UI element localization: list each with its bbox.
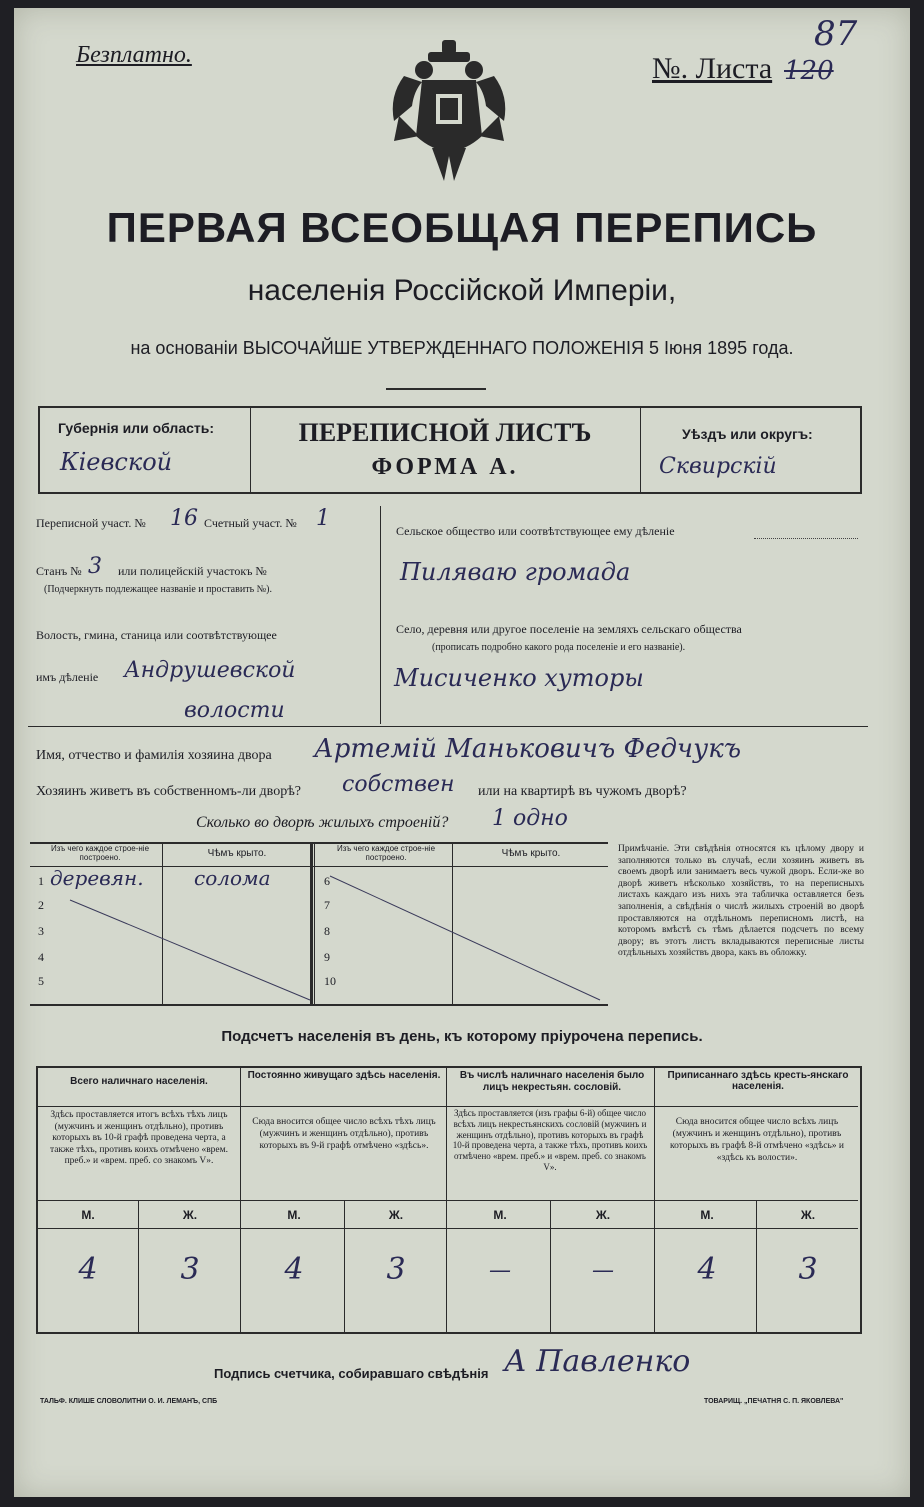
- count-value: 4: [697, 1252, 717, 1287]
- blank-strike-lines: [30, 866, 608, 1004]
- count-desc-registered: Сюда вносится общее число всѣхъ лицъ (мужчинъ и женщинъ отдѣльно), противъ которыхъ въ графѣ 8-й отмѣчено «здѣсь» и «здѣсь къ волости».: [669, 1117, 845, 1163]
- count-value: —: [489, 1258, 511, 1283]
- main-title: ПЕРВАЯ ВСЕОБЩАЯ ПЕРЕПИСЬ: [106, 204, 818, 251]
- count-value: 4: [78, 1252, 98, 1287]
- schet-label: Счетный участ. №: [204, 516, 297, 530]
- stan-note: (Подчеркнуть подлежащее названіе и проставить №).: [44, 584, 272, 595]
- count-value: 4: [284, 1252, 304, 1287]
- row-number: 3: [38, 924, 44, 938]
- count-title: Подсчетъ населенія въ день, къ которому пріурочена перепись.: [221, 1028, 703, 1045]
- schet-value: 1: [316, 506, 330, 531]
- count-desc-permanent: Сюда вносится общее число всѣхъ тѣхъ лицъ (мужчинъ и женщинъ отдѣльно), противъ которыхъ въ 9-й графѣ отмѣчено «здѣсь».: [252, 1117, 436, 1151]
- row-number: 10: [324, 974, 336, 988]
- owner-name-label: Имя, отчество и фамилія хозяина двора: [36, 748, 272, 763]
- owner-name-value: Артемій Маньковичъ Федчукъ: [314, 734, 742, 764]
- row-number: 9: [324, 950, 330, 964]
- double-headed-eagle-icon: [384, 36, 514, 186]
- sub-title: населенія Россійской Имперіи,: [247, 274, 677, 307]
- male-label: М.: [81, 1208, 95, 1222]
- society-label: Сельское общество или соотвѣтствующее ему дѣленіе: [396, 524, 675, 538]
- row-number: 6: [324, 874, 330, 888]
- village-note: (прописать подробно какого рода поселеніе и его названіе).: [432, 642, 686, 653]
- owner-lives-label: Хозяинъ живетъ въ собственномъ-ли дворѣ?: [36, 784, 302, 799]
- census-sheet: [14, 8, 910, 1497]
- row-number: 4: [38, 950, 44, 964]
- volost-label-2: имъ дѣленіе: [36, 670, 99, 684]
- volost-label: Волость, гмина, станица или соотвѣтствующее: [36, 628, 277, 642]
- volost-value-2: волости: [184, 698, 285, 723]
- sheet-number-label: №. Листа: [652, 52, 773, 85]
- female-label: Ж.: [595, 1208, 611, 1222]
- basis-line: на основаніи ВЫСОЧАЙШЕ УТВЕРЖДЕННАГО ПОЛОЖЕНІЯ 5 Іюня 1895 года.: [130, 338, 794, 358]
- row-number: 1: [38, 874, 44, 888]
- ornament-divider: [386, 388, 486, 390]
- uezd-label: Уѣздъ или округъ:: [682, 426, 813, 442]
- female-label: Ж.: [388, 1208, 404, 1222]
- count-value: 3: [798, 1252, 818, 1287]
- buildings-value: 1 одно: [492, 806, 568, 831]
- perepis-label: Переписной участ. №: [36, 516, 146, 530]
- signature-value: А Павленко: [504, 1344, 691, 1379]
- buildings-label: Сколько во дворѣ жилыхъ строеній?: [196, 814, 449, 831]
- count-desc-nonpeasant: Здѣсь проставляется (изъ графы 6-й) общее число всѣхъ лицъ некрестьянскихъ сословій (мужчинъ и женщинъ отдѣльно), противъ которыхъ въ графѣ 10-й проведена черта, а также тѣхъ, противъ коихъ отмѣчено «врем. преб.» и «врем. преб. со знакомъ V».: [452, 1108, 648, 1172]
- male-label: М.: [287, 1208, 301, 1222]
- free-label: Безплатно.: [76, 42, 192, 68]
- signature-label: Подпись счетчика, собиравшаго свѣдѣнія: [214, 1366, 489, 1381]
- female-label: Ж.: [182, 1208, 198, 1222]
- volost-value: Андрушевской: [124, 658, 296, 683]
- male-label: М.: [700, 1208, 714, 1222]
- perepis-value: 16: [170, 506, 198, 531]
- building-material-value: деревян.: [50, 866, 144, 890]
- gubernia-label: Губернія или область:: [58, 420, 215, 436]
- col-material-header-2: Изъ чего каждое строе-ніе построено.: [336, 844, 436, 862]
- row-number: 2: [38, 898, 44, 912]
- row-number: 5: [38, 974, 44, 988]
- count-desc-total: Здѣсь проставляется итогъ всѣхъ тѣхъ лицъ (мужчинъ и женщинъ отдѣльно), противъ которыхъ въ 10-й графѣ проведена черта, а также тѣхъ, противъ коихъ отмѣчено «врем. преб.» и «врем. преб. со знакомъ V».: [49, 1110, 229, 1166]
- village-label: Село, деревня или другое поселеніе на земляхъ сельскаго общества: [396, 622, 742, 636]
- count-value: —: [592, 1258, 614, 1283]
- count-header-permanent: Постоянно живущаго здѣсь населенія.: [247, 1070, 441, 1081]
- row-number: 8: [324, 924, 330, 938]
- col-material-header: Изъ чего каждое строе-ніе построено.: [50, 844, 150, 862]
- footer-left: ТАЛЬФ. КЛИШЕ СЛОВОЛИТНИ О. И. ЛЕМАНЪ, СПБ: [40, 1398, 218, 1405]
- uezd-value: Сквирскій: [659, 454, 777, 479]
- form-title: ПЕРЕПИСНОЙ ЛИСТЪ: [298, 418, 592, 447]
- sheet-number-value: 87: [814, 14, 858, 54]
- col-roof-header-2: Чѣмъ крыто.: [501, 848, 561, 859]
- female-label: Ж.: [800, 1208, 816, 1222]
- buildings-note: Примѣчаніе. Эти свѣдѣнія относятся къ цѣлому двору и заполняются только въ случаѣ, если хозяинъ живетъ въ своемъ дворѣ или занимаетъ весь чужой дворъ. Если-же во дворѣ живетъ нѣсколько хозяйствъ, то на переписныхъ листахъ каждаго изъ нихъ эта табличка оставляется безъ заполненія, а свѣдѣнія о числѣ жилыхъ строеній во дворѣ проставляются на отдѣльномъ переписномъ листѣ, на которомъ вмѣстѣ съ тѣмъ дѣлается подсчетъ по всему двору; въ этотъ листъ вкладываются переписные листы отдѣльныхъ хозяйствъ двора, какъ въ обложку.: [618, 844, 864, 959]
- stan-label: Станъ №: [36, 564, 82, 578]
- count-header-registered: Приписаннаго здѣсь кресть-янскаго населенія.: [667, 1070, 849, 1092]
- col-roof-header: Чѣмъ крыто.: [207, 848, 267, 859]
- form-subtitle: ФОРМА А.: [371, 454, 519, 480]
- building-roof-value: солома: [194, 866, 271, 890]
- count-header-nonpeasant: Въ числѣ наличнаго населенія было лицъ некрестьян. сословій.: [459, 1070, 645, 1093]
- count-value: 3: [180, 1252, 200, 1287]
- gubernia-value: Кіевской: [60, 448, 173, 476]
- owner-lives-label-2: или на квартирѣ въ чужомъ дворѣ?: [478, 784, 687, 799]
- row-number: 7: [324, 898, 330, 912]
- sheet-number-crossed: 120: [784, 56, 834, 86]
- count-value: 3: [386, 1252, 406, 1287]
- stan-value: 3: [88, 554, 102, 579]
- count-header-total: Всего наличнаго населенія.: [70, 1076, 208, 1087]
- police-label: или полицейскій участокъ №: [118, 564, 267, 578]
- male-label: М.: [493, 1208, 507, 1222]
- owner-lives-value: собствен: [342, 772, 455, 797]
- society-value: Пиляваю громада: [400, 558, 631, 586]
- village-value: Мисиченко хуторы: [394, 664, 644, 692]
- footer-right: ТОВАРИЩ. „ПЕЧАТНЯ С. П. ЯКОВЛЕВА": [704, 1398, 844, 1405]
